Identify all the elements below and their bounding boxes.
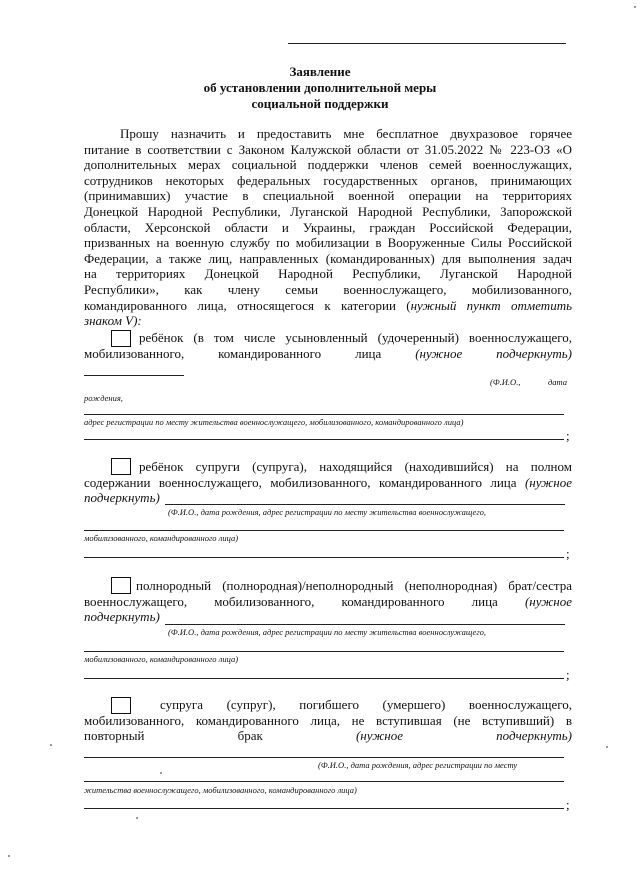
option2-caption-1: (Ф.И.О., дата рождения, адрес регистрации по месту жительства военнослужащего,	[168, 507, 487, 517]
intro-line: области, Херсонской области и Украины, граждан Российской Федерации,	[84, 219, 572, 235]
scan-speck	[160, 772, 162, 774]
scan-speck	[136, 817, 138, 819]
option3-caption-1: (Ф.И.О., дата рождения, адрес регистрации по месту жительства военнослужащего,	[168, 627, 487, 637]
option3-fill-line	[84, 678, 564, 679]
option1-end: ;	[566, 428, 570, 443]
intro-line: Республики», как члену семьи военнослужащего, мобилизованного,	[84, 281, 572, 297]
intro-line: питание в соответствии с Законом Калужской области от 31.05.2022 № 223-ОЗ «О	[84, 141, 572, 157]
option3-line: военнослужащего, мобилизованного, командированного лица (нужное	[84, 593, 573, 609]
option3-line: подчеркнуть)	[84, 609, 160, 625]
intro-line: Прошу назначить и предоставить мне бесплатное двухразовое горячее	[120, 126, 572, 141]
scan-speck	[50, 744, 52, 746]
option3-text	[84, 578, 572, 625]
option2-line: подчеркнуть)	[84, 490, 160, 506]
intro-line: (принимавших) участие в специальной военной операции на территориях	[84, 188, 572, 204]
scan-speck	[634, 6, 636, 8]
intro-line: Донецкой Народной Республики, Луганской Народной Республики, Запорожской	[84, 203, 572, 219]
option2-line: содержании военнослужащего, мобилизованного, командированного лица (нужное	[84, 474, 572, 490]
option2-caption-2: мобилизованного, командированного лица)	[84, 533, 239, 543]
option1-caption-date: дата	[548, 377, 568, 387]
intro-line: знаком V):	[84, 313, 142, 329]
intro-line: Федерации, а также лиц, направленных (командированных) для выполнения задач	[84, 250, 572, 266]
intro-line: на территориях Донецкой Народной Республики, Луганской Народной	[84, 266, 572, 282]
option1-caption-fio: (Ф.И.О.,	[490, 377, 521, 387]
option3-fill-line	[165, 624, 565, 625]
option3-caption-2: мобилизованного, командированного лица)	[84, 654, 239, 664]
option1-fill-line	[84, 414, 564, 415]
scan-speck	[606, 746, 608, 748]
option2-fill-line	[165, 504, 565, 505]
option1-line: ребёнок (в том числе усыновленный (удочеренный) военнослужащего,	[139, 330, 572, 345]
option1-fill-line	[84, 439, 564, 440]
option3-line: полнородный (полнородная)/неполнородный (неполнородная) брат/сестра	[136, 578, 572, 593]
option2-text	[84, 459, 572, 506]
intro-paragraph	[84, 126, 572, 329]
option4-caption-1: (Ф.И.О., дата рождения, адрес регистрации по месту	[318, 760, 518, 770]
option2-fill-line	[84, 530, 564, 531]
intro-line: командированного лица, относящегося к категории (нужный пункт отметить	[84, 297, 573, 313]
option1-fill-line-short	[84, 375, 184, 376]
option3-end: ;	[566, 667, 570, 682]
option3-fill-line	[84, 651, 564, 652]
option2-line: ребёнок супруги (супруга), находящийся (находившийся) на полном	[139, 459, 572, 474]
intro-line: сотрудников некоторых федеральных государственных органов, принимающих	[84, 172, 572, 188]
option4-line: повторный брак (нужное подчеркнуть)	[84, 728, 572, 744]
option4-fill-line	[84, 757, 564, 758]
option1-caption-address: адрес регистрации по месту жительства военнослужащего, мобилизованного, командированного лица)	[84, 417, 464, 427]
option4-caption-2: жительства военнослужащего, мобилизованного, командированного лица)	[84, 785, 357, 795]
option2-end: ;	[566, 546, 570, 561]
title-line-1: Заявление	[289, 64, 351, 79]
title-line-3: социальной поддержки	[251, 96, 389, 111]
option2-fill-line	[84, 557, 564, 558]
option4-text	[84, 697, 572, 744]
option1-line: мобилизованного, командированного лица (нужное подчеркнуть)	[84, 345, 572, 361]
page-title	[0, 64, 640, 112]
option4-fill-line	[84, 808, 564, 809]
scan-speck	[8, 855, 10, 857]
title-line-2: об установлении дополнительной меры	[203, 80, 437, 95]
header-signature-line	[288, 43, 566, 44]
option4-line: супруга (супруг), погибшего (умершего) военнослужащего,	[160, 697, 572, 712]
option1-caption-birth: рождения,	[84, 393, 123, 403]
option4-end: ;	[566, 797, 570, 812]
intro-line: призванных на военную службу по мобилизации в Вооруженные Силы Российской	[84, 235, 572, 251]
option4-fill-line	[84, 781, 564, 782]
option4-line: мобилизованного, командированного лица, не вступившая (не вступивший) в	[84, 712, 572, 728]
intro-line: дополнительных мерах социальной поддержки членов семей военнослужащих,	[84, 157, 572, 173]
option1-text	[84, 330, 572, 361]
